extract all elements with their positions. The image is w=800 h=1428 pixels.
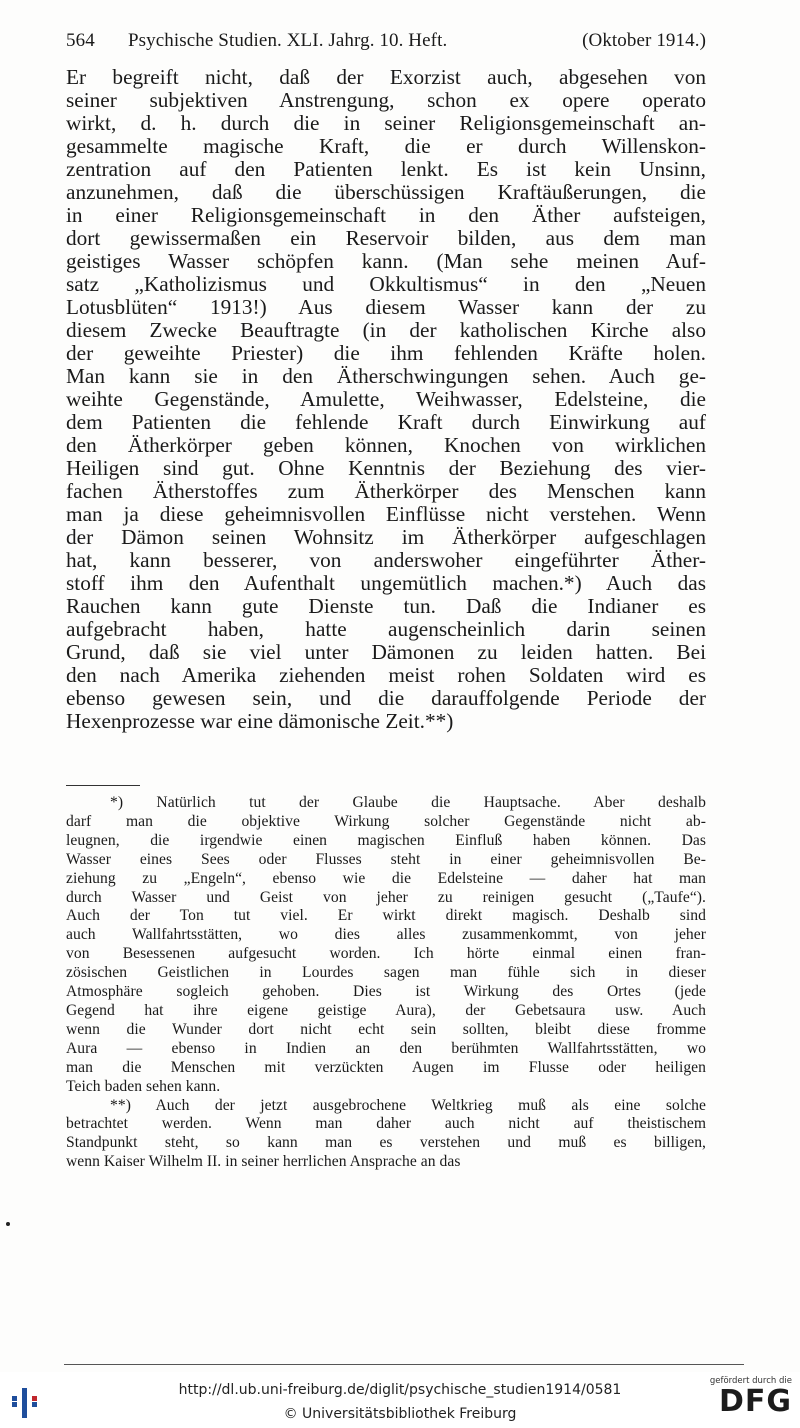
text-line: Rauchen kann gute Dienste tun. Daß die Indianer es bbox=[66, 594, 706, 618]
text-line: dort gewissermaßen ein Reservoir bilden, aus dem man bbox=[66, 226, 706, 250]
text-line: *) Natürlich tut der Glaube die Hauptsache. Aber deshalb bbox=[110, 794, 706, 811]
text-line: hat, kann besserer, von anderswoher eingeführter Äther- bbox=[66, 548, 706, 572]
footnote-separator bbox=[66, 785, 140, 786]
text-line: auch Wallfahrtsstätten, wo dies alles zusammenkommt, von jeher bbox=[66, 926, 706, 944]
library-footer bbox=[0, 1372, 800, 1428]
text-line: von Besessenen aufgesucht worden. Ich hörte einmal einen fran- bbox=[66, 945, 706, 963]
text-line: Man kann sie in den Ätherschwingungen sehen. Auch ge- bbox=[66, 364, 706, 388]
text-line: Aura — ebenso in Indien an den berühmten Wallfahrtsstätten, wo bbox=[66, 1039, 706, 1057]
text-line: man ja diese geheimnisvollen Einflüsse nicht verstehen. Wenn bbox=[66, 502, 706, 526]
text-line: Hexenprozesse war eine dämonische Zeit.**) bbox=[66, 709, 454, 733]
text-line: Grund, daß sie viel unter Dämonen zu leiden hatten. Bei bbox=[66, 640, 706, 664]
text-line: man die Menschen mit verzückten Augen im Flusse oder heiligen bbox=[66, 1058, 706, 1076]
running-title: Psychische Studien. XLI. Jahrg. 10. Heft. bbox=[128, 30, 448, 51]
text-line: durch Wasser und Geist von jeher zu reinigen gesucht („Taufe“). bbox=[66, 888, 706, 906]
text-line: Wasser eines Sees oder Flusses steht in einer geheimnisvollen Be- bbox=[66, 850, 706, 868]
funder-caption: gefördert durch die bbox=[709, 1376, 792, 1386]
text-line: Atmosphäre sogleich gehoben. Dies ist Wirkung des Ortes (jede bbox=[66, 983, 706, 1001]
text-line: satz „Katholizismus und Okkultismus“ in den „Neuen bbox=[66, 272, 706, 296]
text-line: wenn Kaiser Wilhelm II. in seiner herrlichen Ansprache an das bbox=[66, 1153, 461, 1171]
text-line: Lotusblüten“ 1913!) Aus diesem Wasser kann der zu bbox=[66, 295, 706, 319]
footnotes bbox=[66, 794, 706, 1172]
main-text bbox=[66, 66, 706, 733]
text-line: der geweihte Priester) die ihm fehlenden Kräfte holen. bbox=[66, 341, 706, 365]
text-line: Er begreift nicht, daß der Exorzist auch, abgesehen von bbox=[66, 65, 706, 89]
text-line: leugnen, die irgendwie einen magischen Einfluß haben können. Das bbox=[66, 831, 706, 849]
text-line: ziehung zu „Engeln“, ebenso wie die Edelsteine — daher hat man bbox=[66, 869, 706, 887]
text-line: dem Patienten die fehlende Kraft durch Einwirkung auf bbox=[66, 410, 706, 434]
text-line: **) Auch der jetzt ausgebrochene Weltkrieg muß als eine solche bbox=[110, 1096, 706, 1114]
text-line: der Dämon seinen Wohnsitz im Ätherkörper aufgeschlagen bbox=[66, 525, 706, 549]
text-line: betrachtet werden. Wenn man daher auch nicht auf theistischem bbox=[66, 1115, 706, 1133]
dfg-logo-text: DFG bbox=[718, 1384, 792, 1419]
issue-date: (Oktober 1914.) bbox=[582, 30, 706, 51]
text-line: zentration auf den Patienten lenkt. Es ist kein Unsinn, bbox=[66, 157, 706, 181]
text-line: zösischen Geistlichen in Lourdes sagen man fühle sich in dieser bbox=[66, 964, 706, 982]
text-line: fachen Ätherstoffes zum Ätherkörper des Menschen kann bbox=[66, 479, 706, 503]
text-line: seiner subjektiven Anstrengung, schon ex opere operato bbox=[66, 88, 706, 112]
text-line: Gegend hat ihre eigene geistige Aura), der Gebetsaura usw. Auch bbox=[66, 1001, 706, 1019]
text-line: stoff ihm den Aufenthalt ungemütlich machen.*) Auch das bbox=[66, 571, 706, 595]
text-line: anzunehmen, daß die überschüssigen Kraftäußerungen, die bbox=[66, 180, 706, 204]
page-number: 564 bbox=[66, 30, 95, 51]
dfg-logo bbox=[708, 1376, 792, 1424]
source-url[interactable]: http://dl.ub.uni-freiburg.de/diglit/psychische_studien1914/0581 bbox=[178, 1382, 622, 1398]
text-line: Auch der Ton tut viel. Er wirkt direkt magisch. Deshalb sind bbox=[66, 907, 706, 925]
text-line: diesem Zwecke Beauftragte (in der katholischen Kirche also bbox=[66, 318, 706, 342]
text-line: wirkt, d. h. durch die in seiner Religionsgemeinschaft an- bbox=[66, 111, 706, 135]
text-line: geistiges Wasser schöpfen kann. (Man sehe meinen Auf- bbox=[66, 249, 706, 273]
text-line: aufgebracht haben, hatte augenscheinlich darin seinen bbox=[66, 617, 706, 641]
copyright-notice: © Universitätsbibliothek Freiburg bbox=[283, 1406, 517, 1422]
text-line: darf man die objektive Wirkung solcher Gegenstände nicht ab- bbox=[66, 812, 706, 830]
footer-divider bbox=[64, 1364, 744, 1365]
text-line: Standpunkt steht, so kann man es verstehen und muß es billigen, bbox=[66, 1134, 706, 1152]
text-line: gesammelte magische Kraft, die er durch Willenskon- bbox=[66, 134, 706, 158]
text-line: in einer Religionsgemeinschaft in den Äther aufsteigen, bbox=[66, 203, 706, 227]
margin-speck bbox=[6, 1222, 10, 1226]
text-line: ebenso gewesen sein, und die darauffolgende Periode der bbox=[66, 686, 706, 710]
text-line: den nach Amerika ziehenden meist rohen Soldaten wird es bbox=[66, 663, 706, 687]
text-line: Teich baden sehen kann. bbox=[66, 1077, 221, 1095]
text-line: weihte Gegenstände, Amulette, Weihwasser, Edelsteine, die bbox=[66, 387, 706, 411]
text-line: Heiligen sind gut. Ohne Kenntnis der Beziehung des vier- bbox=[66, 456, 706, 480]
text-line: den Ätherkörper geben können, Knochen von wirklichen bbox=[66, 433, 706, 457]
text-line: wenn die Wunder dort nicht echt sein sollten, bleibt diese fromme bbox=[66, 1020, 706, 1038]
